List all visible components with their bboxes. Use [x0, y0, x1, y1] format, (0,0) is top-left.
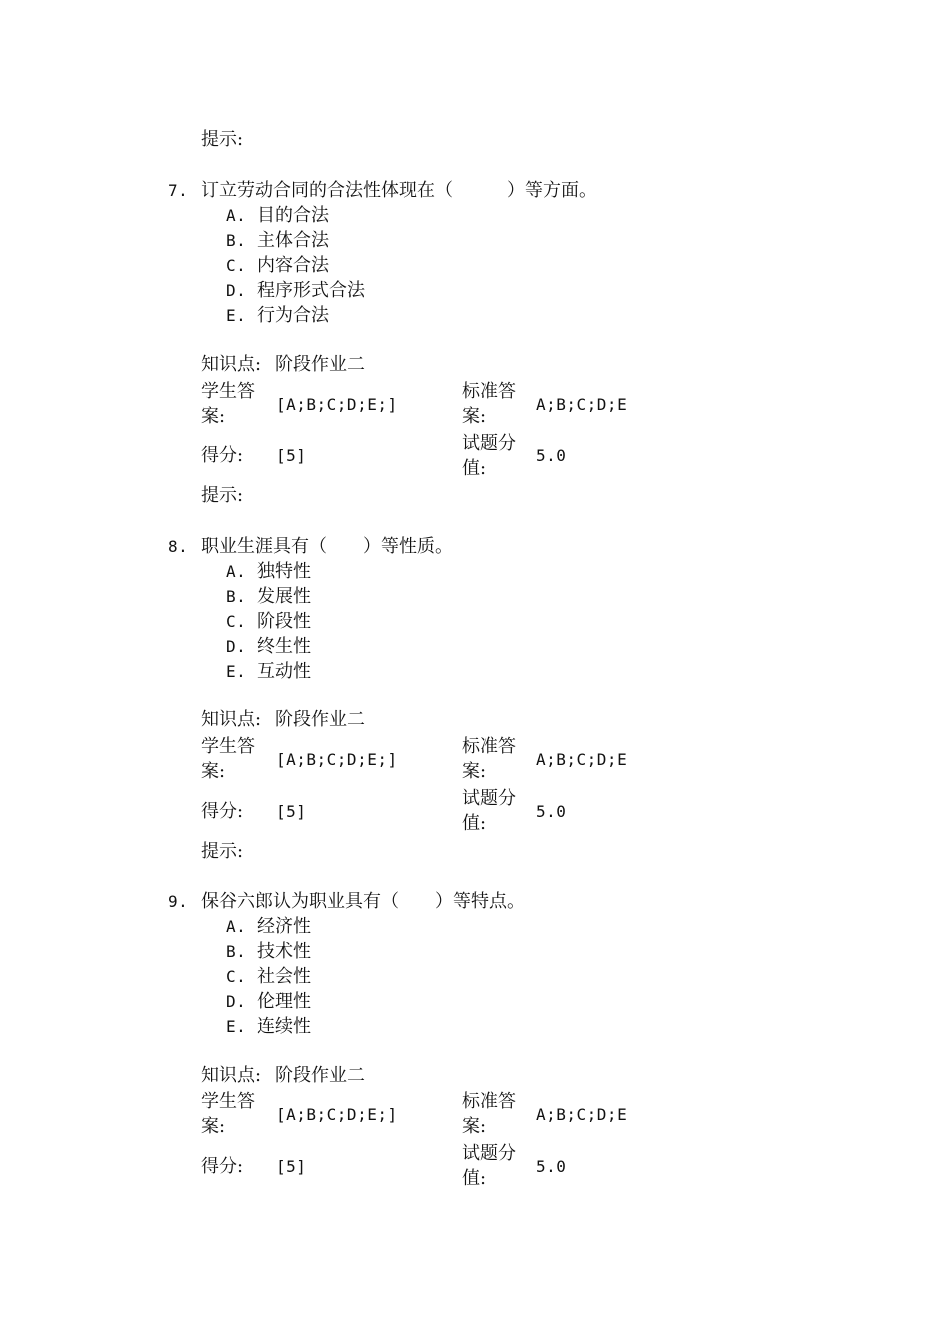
option-text: 程序形式合法 — [257, 280, 365, 301]
student-answer-value: [A;B;C;D;E;] — [276, 750, 398, 769]
option-letter: B. — [226, 231, 247, 250]
option-letter: E. — [226, 1017, 247, 1036]
option-text: 目的合法 — [257, 205, 329, 226]
points-label: 试题分值: — [462, 433, 516, 479]
question-stem: 订立劳动合同的合法性体现在（ ）等方面。 — [201, 180, 597, 201]
knowledge-value: 阶段作业二 — [275, 1065, 365, 1086]
option-letter: C. — [226, 612, 247, 631]
points-value: 5.0 — [536, 1157, 567, 1176]
student-answer-value: [A;B;C;D;E;] — [276, 1105, 398, 1124]
option-letter: D. — [226, 281, 247, 300]
option-letter: D. — [226, 992, 247, 1011]
points-label: 试题分值: — [462, 1143, 516, 1189]
score-label: 得分: — [201, 801, 244, 822]
option-text: 主体合法 — [257, 230, 329, 251]
standard-answer-label: 标准答案: — [462, 381, 516, 427]
score-label: 得分: — [201, 1156, 244, 1177]
option-letter: C. — [226, 967, 247, 986]
question-stem: 保谷六郎认为职业具有（ ）等特点。 — [201, 891, 525, 912]
option-text: 阶段性 — [257, 611, 311, 632]
question-number: 8. — [168, 537, 189, 556]
option-letter: E. — [226, 662, 247, 681]
student-answer-label: 学生答案: — [201, 1091, 255, 1137]
option-text: 社会性 — [257, 966, 311, 987]
score-value: [5] — [276, 1157, 307, 1176]
option-letter: C. — [226, 256, 247, 275]
option-text: 行为合法 — [257, 305, 329, 326]
option-text: 终生性 — [257, 636, 311, 657]
question-number: 9. — [168, 892, 189, 911]
option-text: 独特性 — [257, 561, 311, 582]
score-value: [5] — [276, 446, 307, 465]
points-label: 试题分值: — [462, 788, 516, 834]
option-letter: A. — [226, 917, 247, 936]
hint-label: 提示: — [201, 485, 244, 506]
question-stem: 职业生涯具有（ ）等性质。 — [201, 536, 453, 557]
standard-answer-label: 标准答案: — [462, 1091, 516, 1137]
points-value: 5.0 — [536, 802, 567, 821]
option-letter: A. — [226, 206, 247, 225]
student-answer-label: 学生答案: — [201, 736, 255, 782]
option-letter: B. — [226, 942, 247, 961]
hint-label: 提示: — [201, 129, 244, 150]
knowledge-value: 阶段作业二 — [275, 354, 365, 375]
question-number: 7. — [168, 181, 189, 200]
option-letter: B. — [226, 587, 247, 606]
points-value: 5.0 — [536, 446, 567, 465]
option-text: 发展性 — [257, 586, 311, 607]
option-letter: A. — [226, 562, 247, 581]
hint-label: 提示: — [201, 841, 244, 862]
knowledge-label: 知识点: — [201, 709, 262, 730]
score-label: 得分: — [201, 445, 244, 466]
option-letter: E. — [226, 306, 247, 325]
option-letter: D. — [226, 637, 247, 656]
student-answer-value: [A;B;C;D;E;] — [276, 395, 398, 414]
option-text: 内容合法 — [257, 255, 329, 276]
standard-answer-value: A;B;C;D;E — [536, 395, 628, 414]
standard-answer-value: A;B;C;D;E — [536, 1105, 628, 1124]
option-text: 连续性 — [257, 1016, 311, 1037]
option-text: 互动性 — [257, 661, 311, 682]
option-text: 伦理性 — [257, 991, 311, 1012]
standard-answer-label: 标准答案: — [462, 736, 516, 782]
knowledge-label: 知识点: — [201, 1065, 262, 1086]
knowledge-label: 知识点: — [201, 354, 262, 375]
student-answer-label: 学生答案: — [201, 381, 255, 427]
knowledge-value: 阶段作业二 — [275, 709, 365, 730]
standard-answer-value: A;B;C;D;E — [536, 750, 628, 769]
score-value: [5] — [276, 802, 307, 821]
option-text: 技术性 — [257, 941, 311, 962]
option-text: 经济性 — [257, 916, 311, 937]
